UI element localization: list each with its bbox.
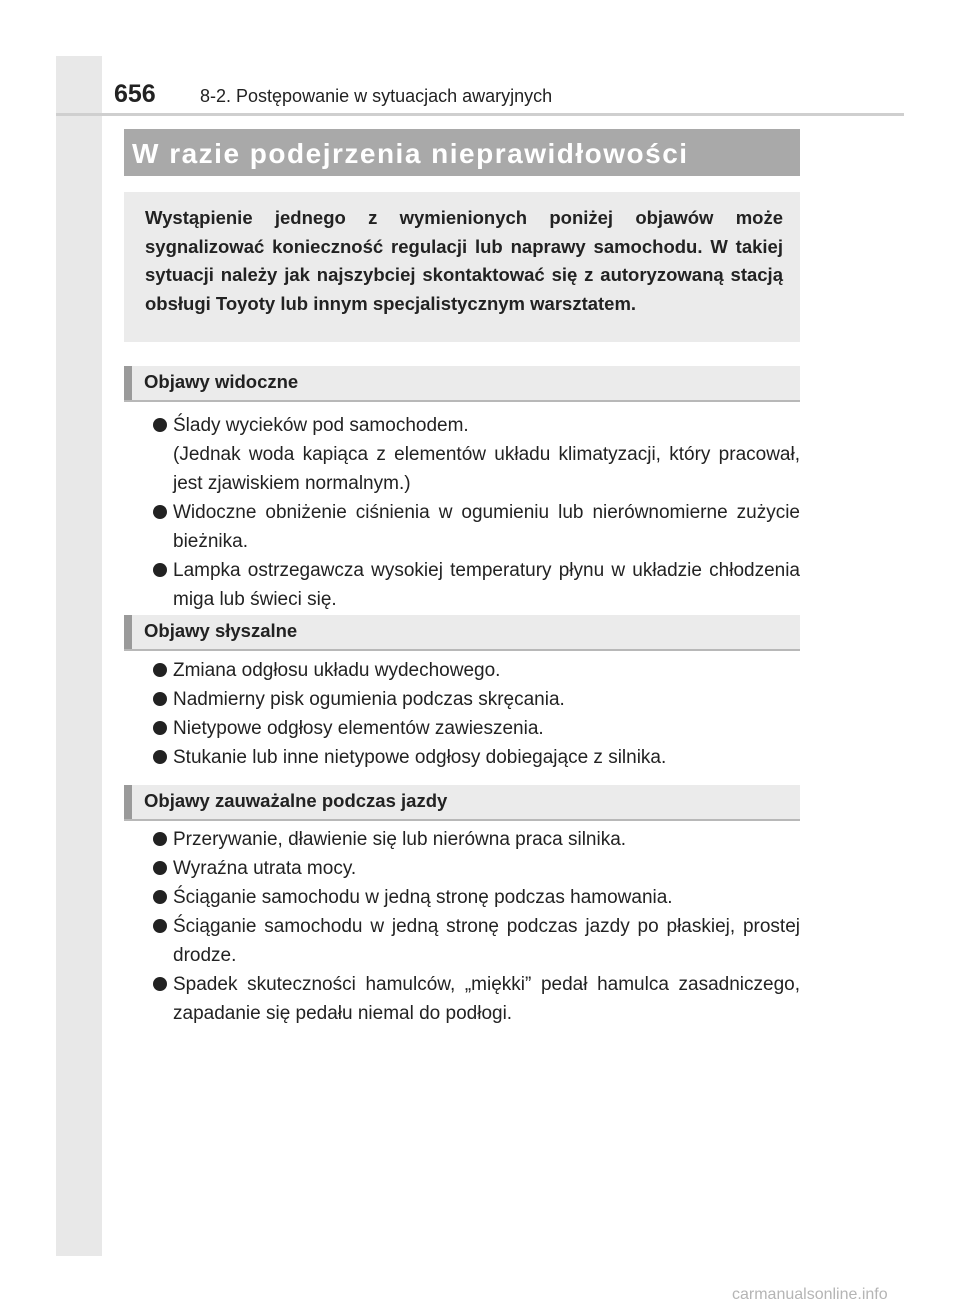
chapter-title: 8-2. Postępowanie w sytuacjach awaryjnych [200, 86, 553, 106]
audible-symptoms-list [153, 656, 800, 772]
bullet-icon [153, 919, 167, 933]
list-item-text: Lampka ostrzegawcza wysokiej temperatury płynu w układzie chłodzenia miga lub świeci się. [173, 560, 800, 610]
list-item [153, 556, 800, 614]
list-item-text: Nietypowe odgłosy elementów zawieszenia. [173, 718, 544, 739]
list-item-text: Ściąganie samochodu w jedną stronę podczas jazdy po płaskiej, prostej drodze. [173, 916, 800, 966]
watermark-text: carmanualsonline.info [732, 1286, 888, 1303]
list-item [153, 825, 800, 854]
list-item [153, 685, 800, 714]
list-item [153, 498, 800, 556]
bullet-icon [153, 977, 167, 991]
visible-symptoms-list [153, 411, 800, 614]
list-item [153, 656, 800, 685]
subhead-accent-bar [124, 366, 132, 400]
section-title: W razie podejrzenia nieprawidłowości [132, 138, 689, 169]
notice-text: Wystąpienie jednego z wymienionych poniżej objawów może sygnalizować konieczność regulacji lub naprawy samochodu. W takiej sytuacji należy jak najszybciej skontaktować się z autoryzowaną stacją obsługi Toyoty lub innym specjalistycznym warsztatem. [145, 207, 783, 314]
list-item-text: Widoczne obniżenie ciśnienia w ogumieniu lub nierównomierne zużycie bieżnika. [173, 502, 800, 552]
driving-symptoms-list [153, 825, 800, 1028]
list-item [153, 854, 800, 883]
subhead-label: Objawy słyszalne [144, 620, 298, 641]
list-item [153, 912, 800, 970]
list-item-note: (Jednak woda kapiąca z elementów układu klimatyzacji, który pracował, jest zjawiskiem normalnym.) [173, 444, 800, 494]
subhead-accent-bar [124, 785, 132, 819]
bullet-icon [153, 861, 167, 875]
list-item-text: Stukanie lub inne nietypowe odgłosy dobiegające z silnika. [173, 747, 667, 768]
subhead-label: Objawy widoczne [144, 371, 299, 392]
list-item-text: Nadmierny pisk ogumienia podczas skręcania. [173, 689, 565, 710]
bullet-icon [153, 563, 167, 577]
subhead-visible-symptoms [124, 366, 800, 402]
list-item [153, 411, 800, 498]
subhead-label: Objawy zauważalne podczas jazdy [144, 790, 448, 811]
list-item-text: Spadek skuteczności hamulców, „miękki” pedał hamulca zasadniczego, zapadanie się pedału niemal do podłogi. [173, 974, 800, 1024]
list-item-text: Wyraźna utrata mocy. [173, 858, 357, 879]
list-item [153, 970, 800, 1028]
side-margin-strip [56, 56, 102, 1256]
subhead-accent-bar [124, 615, 132, 649]
bullet-icon [153, 721, 167, 735]
bullet-icon [153, 692, 167, 706]
list-item-text: Przerywanie, dławienie się lub nierówna praca silnika. [173, 829, 627, 850]
list-item [153, 714, 800, 743]
bullet-icon [153, 663, 167, 677]
subhead-audible-symptoms [124, 615, 800, 651]
bullet-icon [153, 418, 167, 432]
subhead-driving-symptoms [124, 785, 800, 821]
bullet-icon [153, 505, 167, 519]
page-number: 656 [114, 80, 156, 108]
list-item [153, 743, 800, 772]
header-divider [56, 113, 904, 116]
bullet-icon [153, 832, 167, 846]
list-item [153, 883, 800, 912]
list-item-text: Zmiana odgłosu układu wydechowego. [173, 660, 501, 681]
list-item-text: Ściąganie samochodu w jedną stronę podczas hamowania. [173, 887, 673, 908]
list-item-text: Ślady wycieków pod samochodem. [173, 415, 469, 436]
bullet-icon [153, 890, 167, 904]
bullet-icon [153, 750, 167, 764]
